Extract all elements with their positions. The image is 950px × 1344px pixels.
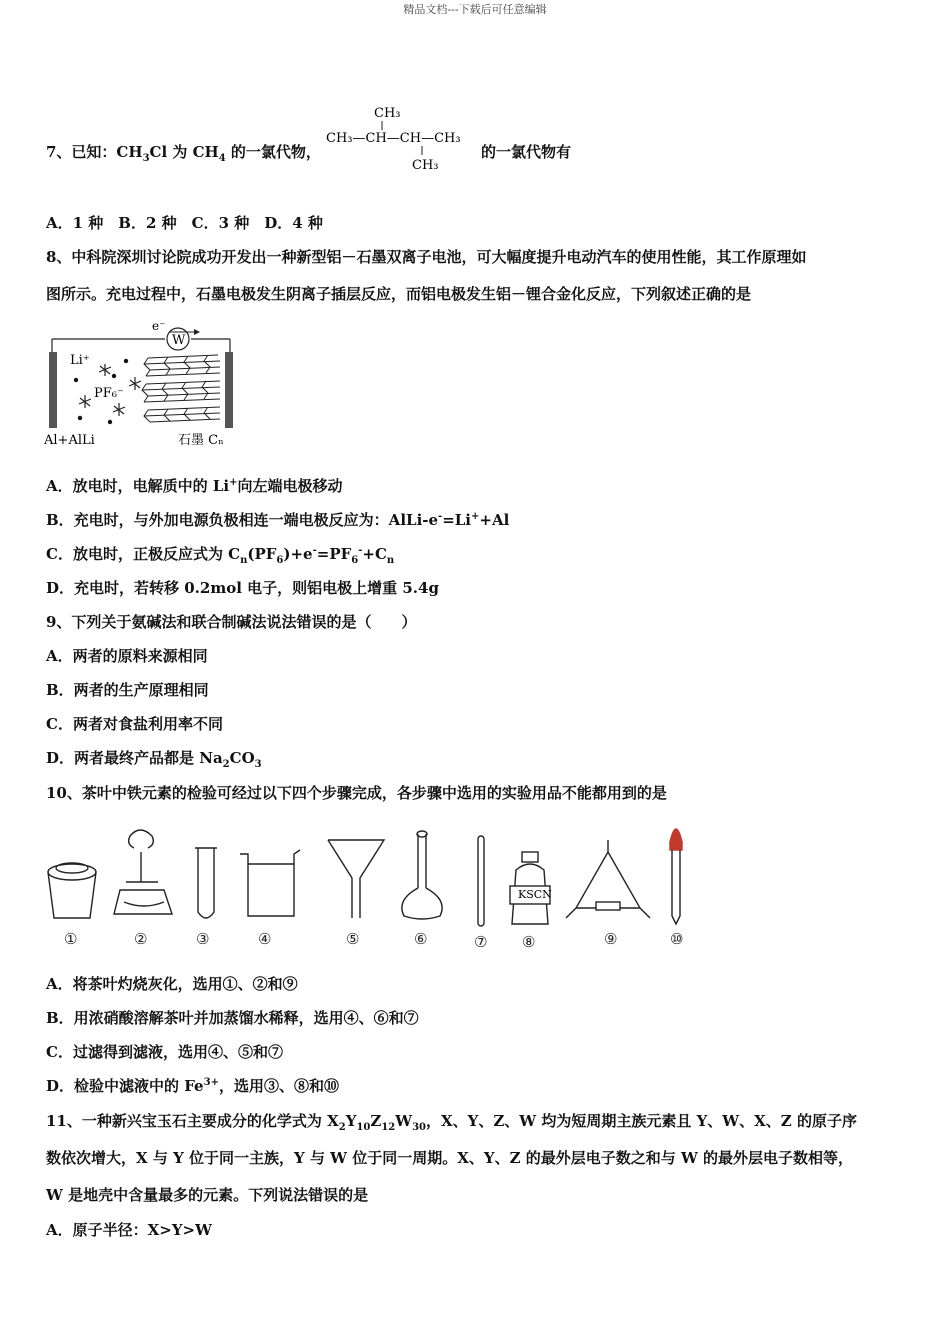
apparatus-label-1: ① bbox=[64, 930, 78, 948]
q9-option-c: C．两者对食盐利用率不同 bbox=[46, 715, 223, 733]
q8-option-c: C．放电时，正极反应式为 $C_n(PF_6)+e^-=PF_6^-+C_n$ bbox=[46, 545, 395, 566]
right-electrode-label: 石墨 Cₙ bbox=[178, 433, 224, 448]
beaker-icon bbox=[240, 850, 300, 916]
q8-option-a: A．放电时，电解质中的 Li+向左端电极移动 bbox=[46, 477, 343, 495]
graphite-electrode bbox=[225, 352, 233, 428]
q7-structure-diagram bbox=[322, 100, 482, 180]
glass-rod-icon bbox=[478, 836, 484, 926]
volumetric-flask-icon bbox=[402, 831, 442, 919]
q11-stem-line3: W 是地壳中含量最多的元素。下列说法错误的是 bbox=[46, 1186, 369, 1204]
page-header: 精品文档---下载后可任意编辑 bbox=[403, 3, 547, 16]
apparatus-label-7: ⑦ bbox=[474, 933, 488, 951]
apparatus-label-5: ⑤ bbox=[346, 930, 360, 948]
q11-option-a: A．原子半径：X>Y>W bbox=[46, 1221, 212, 1239]
clay-triangle-icon bbox=[566, 840, 650, 918]
test-tube-icon bbox=[195, 848, 217, 918]
q7-stem: 7、已知：$CH_3Cl$ 为 $CH_4$ 的一氯代物， bbox=[46, 143, 321, 164]
q10-option-a: A．将茶叶灼烧灰化，选用①、②和⑨ bbox=[46, 975, 298, 993]
q7-options: A．1 种 B．2 种 C．3 种 D．4 种 bbox=[46, 214, 323, 232]
q10-option-c: C．过滤得到滤液，选用④、⑤和⑦ bbox=[46, 1043, 283, 1061]
structure-main: CH₃—CH—CH—CH₃ bbox=[326, 131, 461, 146]
dropper-icon bbox=[670, 829, 682, 924]
q11-stem-line1: 11、一种新兴宝玉石主要成分的化学式为 $X_2Y_{10}Z_{12}W_{30}$，X、Y、Z、W 均为短周期主族元素且 Y、W、X、Z 的原子序 bbox=[46, 1112, 857, 1133]
meter-label: W bbox=[172, 333, 186, 348]
q9-option-a: A．两者的原料来源相同 bbox=[46, 647, 208, 665]
q10-stem: 10、茶叶中铁元素的检验可经过以下四个步骤完成，各步骤中选用的实验用品不能都用到的是 bbox=[46, 784, 667, 802]
q8-option-d: D．充电时，若转移 0.2mol 电子，则铝电极上增重 5.4g bbox=[46, 579, 439, 597]
graphite-layers bbox=[142, 355, 220, 422]
funnel-icon bbox=[328, 840, 384, 918]
crucible-icon bbox=[48, 863, 96, 918]
structure-top: CH₃ bbox=[374, 106, 401, 121]
alcohol-lamp-icon bbox=[114, 830, 172, 914]
apparatus-label-4: ④ bbox=[258, 930, 272, 948]
apparatus-label-9: ⑨ bbox=[604, 930, 618, 948]
q8-stem-line1: 8、中科院深圳讨论院成功开发出一种新型铝－石墨双离子电池，可大幅度提升电动汽车的使用性能，其工作原理如 bbox=[46, 248, 807, 266]
apparatus-label-2: ② bbox=[134, 930, 148, 948]
apparatus-label-10: ⑩ bbox=[670, 930, 684, 948]
apparatus-figure bbox=[40, 812, 710, 956]
q8-option-b: B．充电时，与外加电源负极相连一端电极反应为：AlLi-e-=Li++Al bbox=[46, 511, 510, 529]
left-electrode-label: Al+AlLi bbox=[44, 433, 95, 448]
electron-label: e⁻ bbox=[152, 319, 166, 333]
apparatus-label-6: ⑥ bbox=[414, 930, 428, 948]
q9-option-d: D．两者最终产品都是 $Na_2CO_3$ bbox=[46, 749, 262, 770]
structure-bottom: CH₃ bbox=[412, 158, 439, 173]
apparatus-label-3: ③ bbox=[196, 930, 210, 948]
pf6-ion-label: PF₆⁻ bbox=[94, 386, 124, 401]
q11-stem-line2: 数依次增大，X 与 Y 位于同一主族，Y 与 W 位于同一周期。X、Y、Z 的最外层电子数之和与 W 的最外层电子数相等， bbox=[46, 1149, 854, 1167]
al-electrode bbox=[49, 352, 57, 428]
q10-option-b: B．用浓硝酸溶解茶叶并加蒸馏水稀释，选用④、⑥和⑦ bbox=[46, 1009, 419, 1027]
q7-stem-suffix: 的一氯代物有 bbox=[481, 143, 572, 161]
q8-stem-line2: 图所示。充电过程中，石墨电极发生阴离子插层反应，而铝电极发生铝－锂合金化反应，下列叙述正确的是 bbox=[46, 285, 752, 303]
li-ion-label: Li⁺ bbox=[70, 353, 90, 368]
q9-option-b: B．两者的生产原理相同 bbox=[46, 681, 209, 699]
battery-diagram bbox=[44, 318, 244, 452]
kscn-label: KSCN bbox=[518, 888, 552, 901]
apparatus-label-8: ⑧ bbox=[522, 933, 536, 951]
q10-option-d: D．检验中滤液中的 $Fe^{3+}$，选用③、⑧和⑩ bbox=[46, 1077, 339, 1095]
q9-stem: 9、下列关于氨碱法和联合制碱法说法错误的是（ ） bbox=[46, 613, 417, 631]
